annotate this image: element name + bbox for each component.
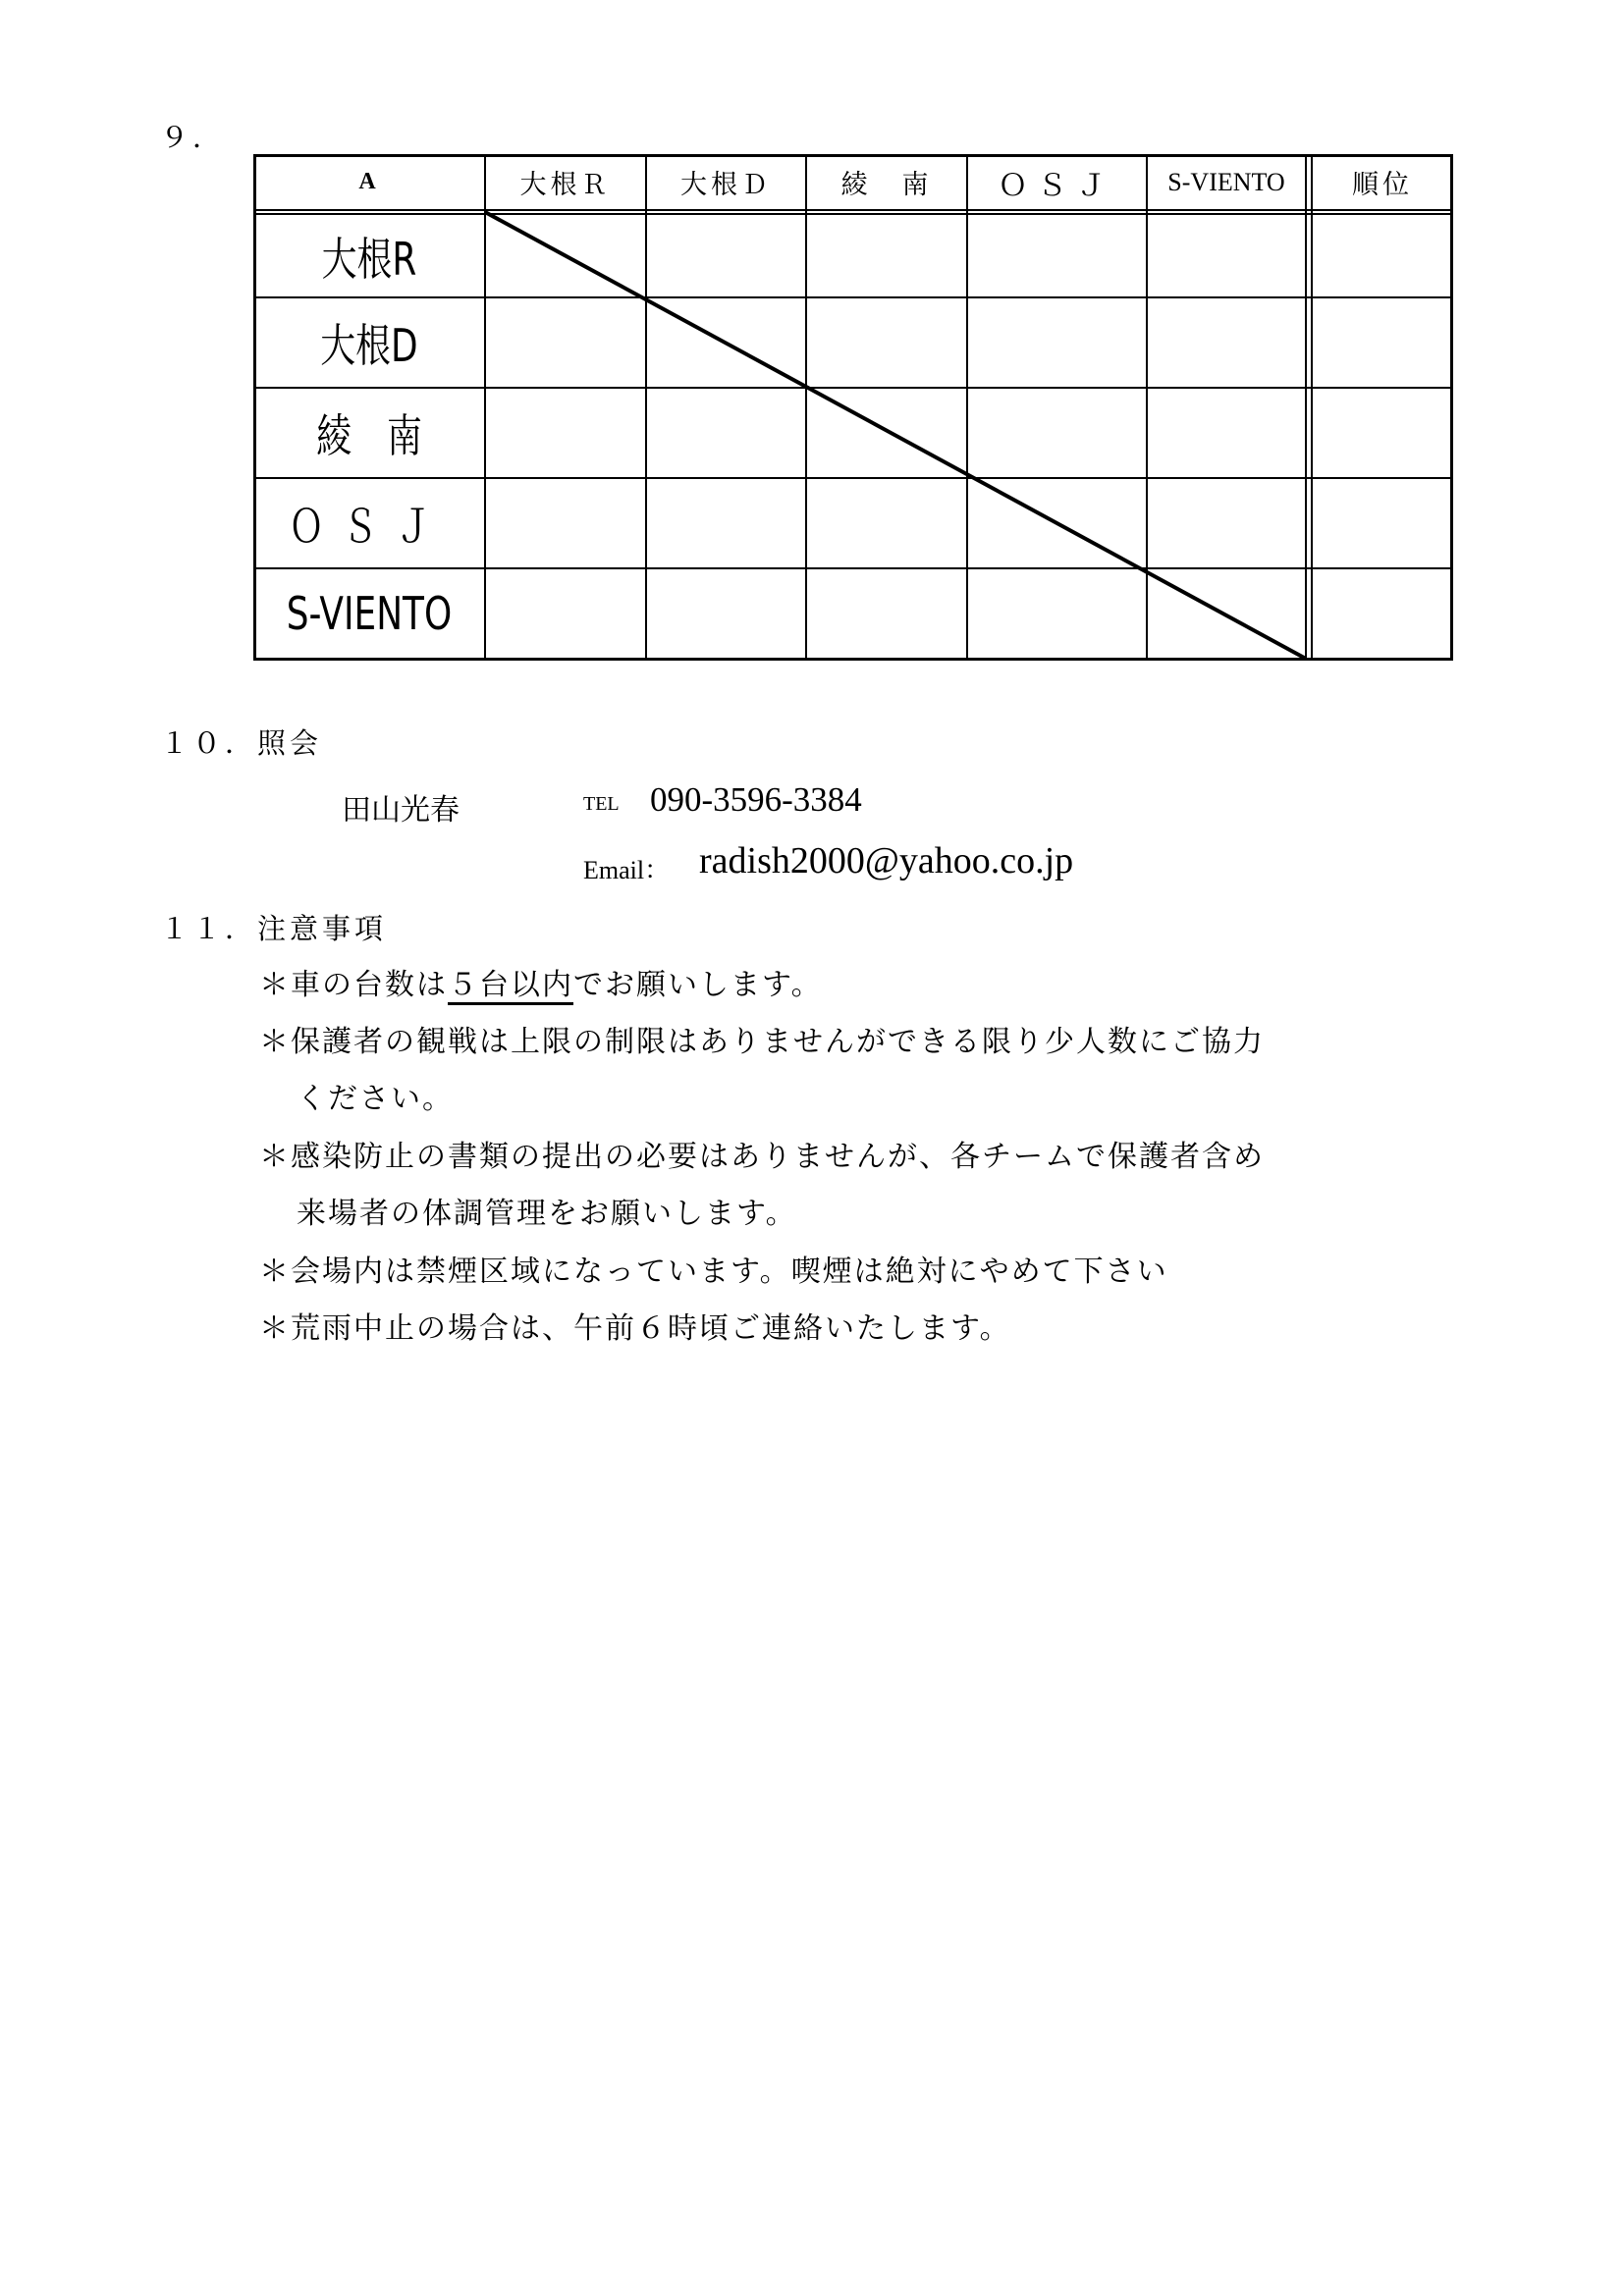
note-no-smoking: ＊会場内は禁煙区域になっています。喫煙は絶対にやめて下さい [259, 1255, 1168, 1289]
note-spectators-line2: ください。 [297, 1082, 454, 1116]
note-vehicles-pre: ＊車の台数は [259, 968, 448, 1002]
column-header-rank: 順位 [1352, 170, 1413, 200]
row-header-ryonan: 綾 南 [316, 409, 422, 462]
section-10-heading: １０．照会 [160, 726, 323, 760]
note-infection-line1: ＊感染防止の書類の提出の必要はありませんが、各チームで保護者含め [259, 1140, 1265, 1174]
section-9-number: ９． [160, 121, 226, 154]
league-table [253, 154, 1453, 661]
email-address[interactable]: radish2000@yahoo.co.jp [699, 840, 1074, 881]
note-vehicles-limit: ５台以内 [448, 968, 573, 1005]
row-header-osj: ＯＳＪ [289, 500, 450, 553]
table-corner-label: A [358, 169, 380, 194]
tel-label: TEL [583, 793, 620, 815]
row-header-oone-d: 大根D [320, 319, 418, 372]
tel-number: 090-3596-3384 [650, 780, 862, 819]
note-infection-line2: 来場者の体調管理をお願いします。 [297, 1197, 797, 1231]
section-11-heading: １１．注意事項 [160, 912, 388, 945]
column-header-osj: ＯＳＪ [998, 169, 1116, 202]
email-label: Email： [583, 856, 671, 884]
row-header-oone-r: 大根R [321, 232, 417, 286]
column-header-s-viento: S-VIENTO [1167, 167, 1285, 196]
note-spectators-line1: ＊保護者の観戦は上限の制限はありませんができる限り少人数にご協力 [259, 1025, 1265, 1059]
column-header-oone-d: 大根Ｄ [680, 170, 772, 200]
note-rain-cancel: ＊荒雨中止の場合は、午前６時頃ご連絡いたします。 [259, 1311, 1011, 1346]
note-vehicles [259, 960, 823, 1003]
contact-name: 田山光春 [342, 793, 460, 828]
note-vehicles-post: でお願いします。 [573, 968, 823, 1002]
row-header-s-viento: S-VIENTO [286, 587, 453, 640]
column-header-ryonan: 綾 南 [840, 170, 933, 200]
column-header-oone-r: 大根Ｒ [519, 170, 612, 200]
